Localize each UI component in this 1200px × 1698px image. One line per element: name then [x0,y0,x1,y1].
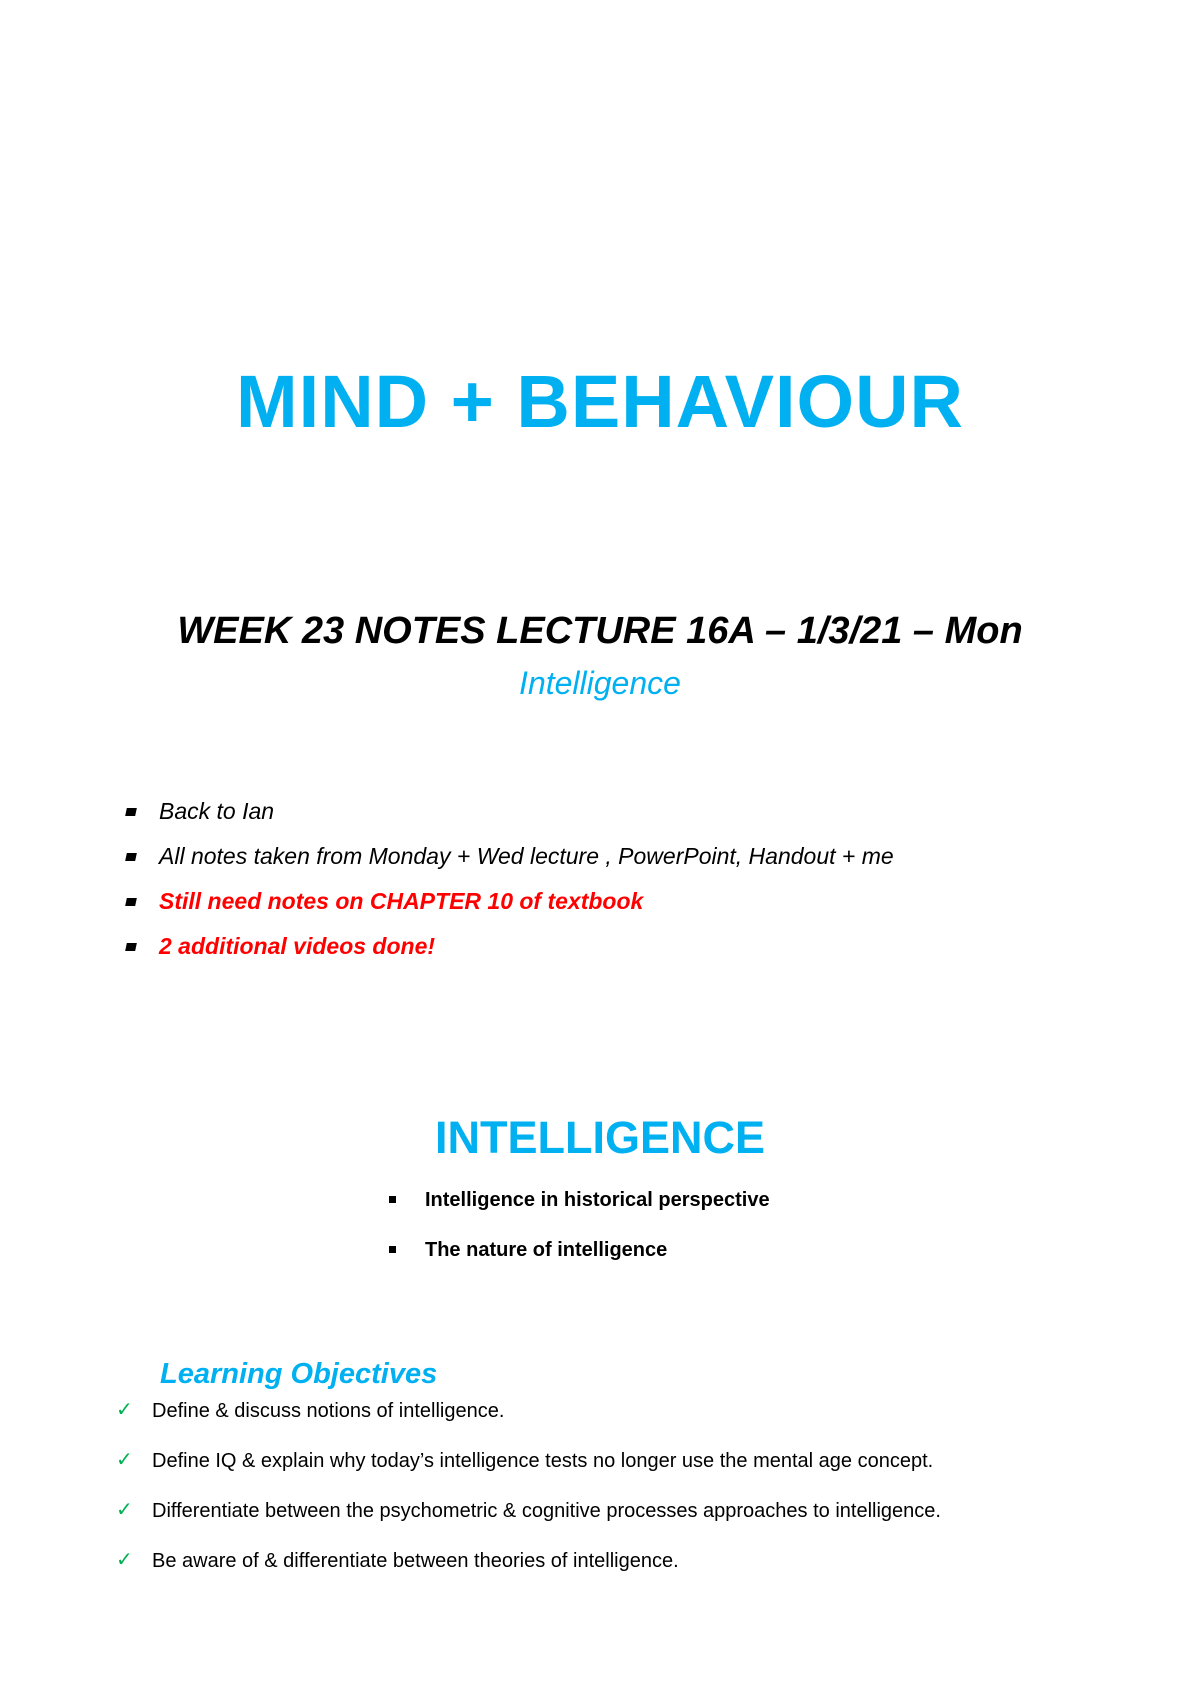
topic-text: Intelligence in historical perspective [425,1189,770,1211]
notes-list [126,800,894,980]
document-title: MIND + BEHAVIOUR [236,360,964,443]
note-item [126,845,894,890]
objective-text: Differentiate between the psychometric & cognitive processes approaches to intelligence. [152,1500,941,1522]
topic-item [389,1240,770,1290]
objective-item [116,1447,941,1501]
objective-text: Define & discuss notions of intelligence. [152,1400,505,1422]
square-bullet-icon [389,1246,396,1253]
note-text: Still need notes on CHAPTER 10 of textbook [159,888,644,914]
topics-list [389,1190,770,1290]
square-bullet-icon [389,1196,396,1203]
objective-item [116,1497,941,1551]
objective-item [116,1397,941,1451]
topic-text: The nature of intelligence [425,1239,668,1261]
checkmark-icon: ✓ [116,1547,133,1571]
objective-text: Be aware of & differentiate between theories of intelligence. [152,1550,679,1572]
checkmark-icon: ✓ [116,1447,133,1471]
note-text: 2 additional videos done! [159,933,436,959]
topic-item [389,1190,770,1240]
section-heading: INTELLIGENCE [434,1112,765,1163]
lecture-heading: WEEK 23 NOTES LECTURE 16A – 1/3/21 – Mon [177,610,1023,652]
note-item [126,800,894,845]
square-bullet-icon [125,898,137,906]
note-text: All notes taken from Monday + Wed lecture , PowerPoint, Handout + me [159,843,894,869]
objective-text: Define IQ & explain why today’s intelligence tests no longer use the mental age concept. [152,1450,934,1472]
square-bullet-icon [125,853,137,861]
objective-item [116,1547,941,1601]
checkmark-icon: ✓ [116,1397,133,1421]
note-item-highlight [126,935,894,980]
square-bullet-icon [125,943,137,951]
lecture-subtitle: Intelligence [519,665,681,701]
note-item-highlight [126,890,894,935]
learning-objectives-list [116,1397,941,1601]
square-bullet-icon [125,808,137,816]
learning-objectives-heading: Learning Objectives [160,1358,438,1390]
note-text: Back to Ian [159,798,275,824]
checkmark-icon: ✓ [116,1497,133,1521]
